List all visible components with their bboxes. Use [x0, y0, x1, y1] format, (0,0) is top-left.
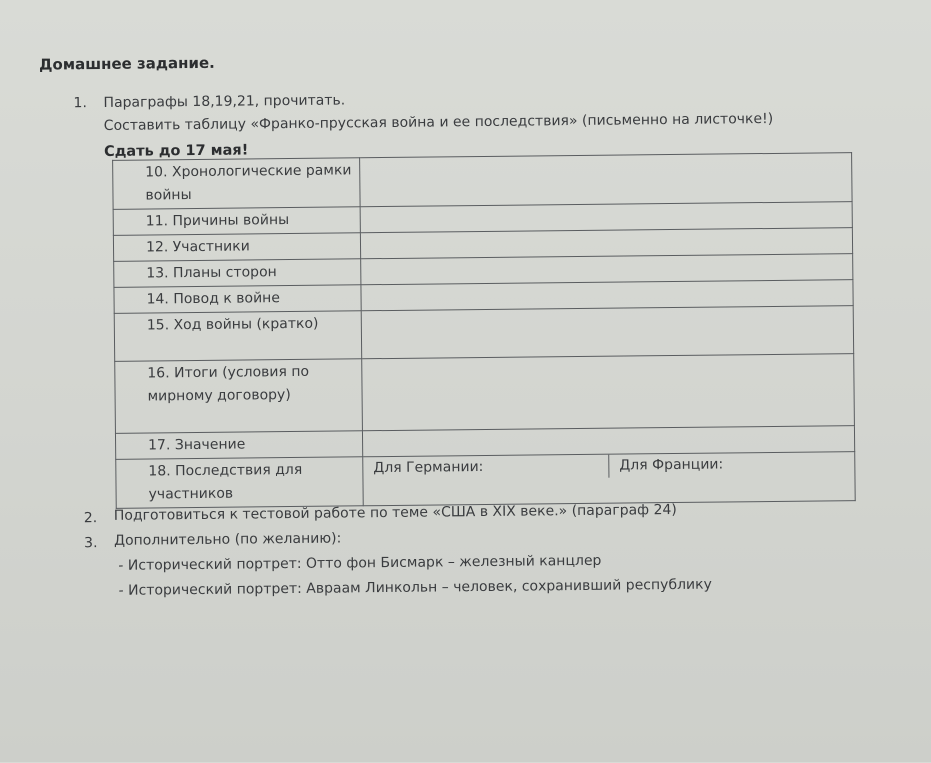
table-row	[116, 452, 855, 509]
row-label: 10. Хронологические рамки войны	[113, 158, 360, 210]
consequences-cell	[363, 452, 855, 506]
deadline-note: Сдать до 17 мая!	[103, 142, 249, 160]
row-label: 15. Ход войны (кратко)	[114, 311, 361, 362]
task-2-number: 2.	[83, 510, 98, 527]
task-3-sub-2: - Исторический портрет: Авраам Линкольн – человек, сохранивший республику	[118, 576, 712, 599]
row-label: 18. Последствия для участников	[116, 457, 363, 509]
war-table	[112, 152, 856, 509]
task-3-sub-1: - Исторический портрет: Отто фон Бисмарк – железный канцлер	[118, 552, 602, 574]
table-row	[113, 153, 852, 210]
consequences-germany: Для Германии:	[373, 459, 484, 477]
row-label: 13. Планы сторон	[114, 259, 361, 288]
task-1-line-1: Параграфы 18,19,21, прочитать.	[103, 92, 346, 111]
answer-cell	[360, 153, 852, 207]
task-3-number: 3.	[84, 535, 98, 552]
row-label: 12. Участники	[113, 233, 360, 262]
row-label: 16. Итоги (условия по мирному договору)	[115, 359, 363, 434]
row-label: 11. Причины войны	[113, 207, 360, 236]
task-1-number: 1.	[73, 95, 87, 112]
task-3-text: Дополнительно (по желанию):	[114, 530, 342, 549]
task-1-line-2: Составить таблицу «Франко-прусская война и ее последствия» (письменно на листочке!)	[103, 110, 774, 134]
table-row	[114, 306, 853, 362]
answer-cell	[361, 306, 853, 359]
row-label: 17. Значение	[115, 431, 362, 460]
consequences-france: Для Франции:	[608, 452, 854, 478]
page-title: Домашнее задание.	[39, 53, 215, 74]
row-label: 14. Повод к войне	[114, 285, 361, 314]
table-row	[115, 354, 855, 434]
answer-cell	[362, 354, 855, 431]
task-2-text: Подготовиться к тестовой работе по теме «США в XIX веке.» (параграф 24)	[113, 501, 677, 524]
